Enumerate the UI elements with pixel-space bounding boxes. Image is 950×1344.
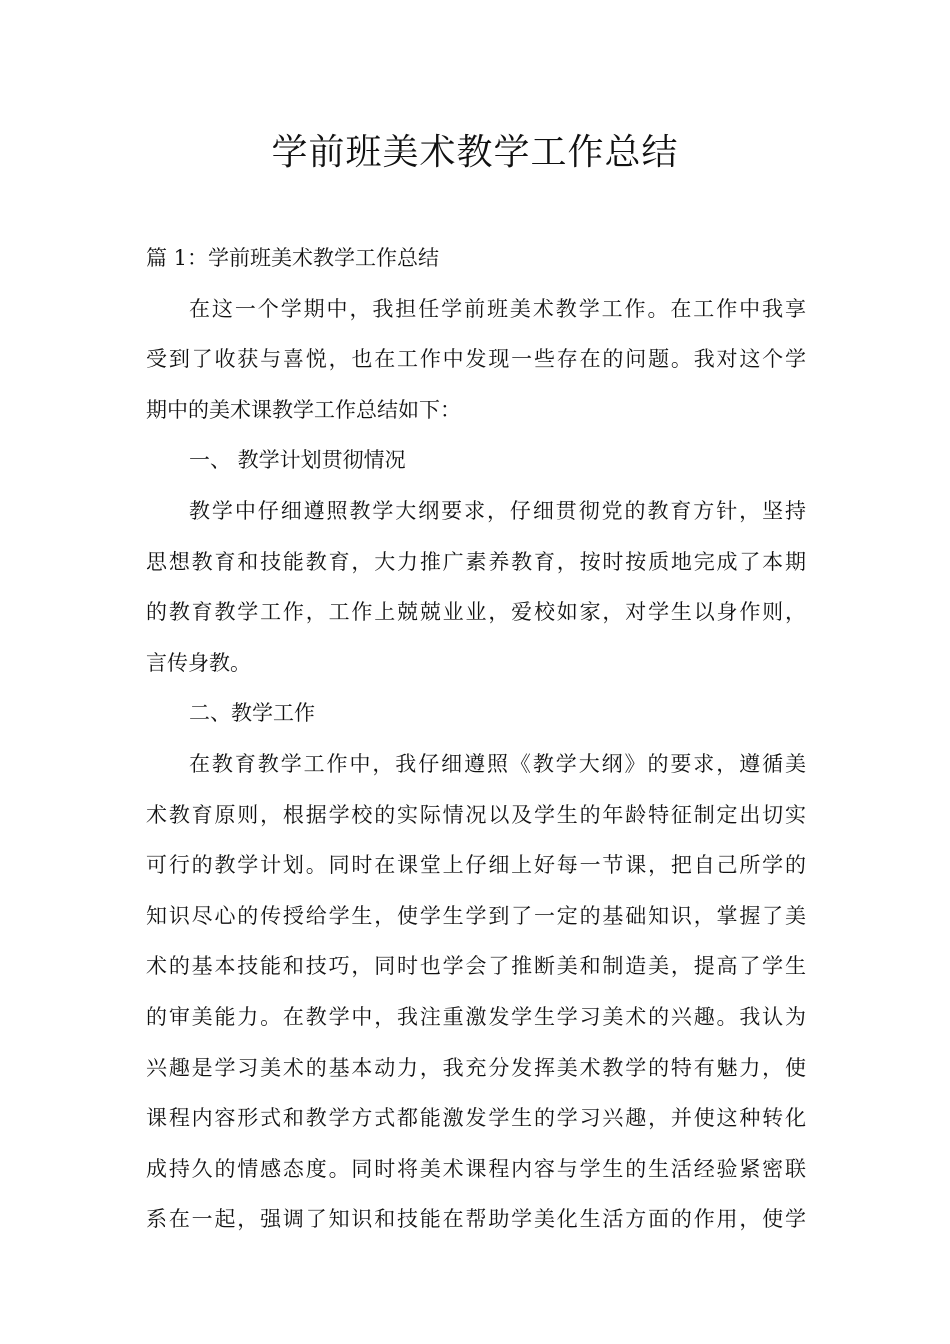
paragraph-line: 系在一起，强调了知识和技能在帮助学美化生活方面的作用，使学 <box>146 1207 806 1232</box>
paragraph-line: 的审美能力。在教学中，我注重激发学生学习美术的兴趣。我认为 <box>146 1004 806 1029</box>
paragraph-line: 课程内容形式和教学方式都能激发学生的学习兴趣，并使这种转化 <box>146 1106 806 1131</box>
paragraph-line: 成持久的情感态度。同时将美术课程内容与学生的生活经验紧密联 <box>146 1156 806 1181</box>
document-body <box>146 233 806 1245</box>
paragraph-line: 在教育教学工作中，我仔细遵照《教学大纲》的要求，遵循美 <box>189 751 806 776</box>
section-heading: 篇 1：学前班美术教学工作总结 <box>146 246 440 270</box>
paragraph-line: 兴趣是学习美术的基本动力，我充分发挥美术教学的特有魅力，使 <box>146 1055 806 1080</box>
paragraph-line: 思想教育和技能教育，大力推广素养教育，按时按质地完成了本期 <box>146 549 806 574</box>
section-heading: 二、教学工作 <box>189 701 315 726</box>
paragraph-line: 教学中仔细遵照教学大纲要求，仔细贯彻党的教育方针，坚持 <box>189 498 806 523</box>
paragraph-line: 期中的美术课教学工作总结如下： <box>146 397 461 422</box>
paragraph-line: 术的基本技能和技巧，同时也学会了推断美和制造美，提高了学生 <box>146 954 806 979</box>
paragraph-line: 术教育原则，根据学校的实际情况以及学生的年龄特征制定出切实 <box>146 802 806 827</box>
document-title: 学前班美术教学工作总结 <box>271 132 679 173</box>
paragraph-line: 在这一个学期中，我担任学前班美术教学工作。在工作中我享 <box>189 296 806 321</box>
section-heading: 一、 教学计划贯彻情况 <box>189 448 406 473</box>
paragraph-line: 的教育教学工作，工作上兢兢业业，爱校如家，对学生以身作则， <box>146 600 806 625</box>
paragraph-line: 受到了收获与喜悦，也在工作中发现一些存在的问题。我对这个学 <box>146 347 806 372</box>
paragraph-line: 知识尽心的传授给学生，使学生学到了一定的基础知识，掌握了美 <box>146 903 806 928</box>
paragraph-line: 言传身教。 <box>146 650 251 675</box>
paragraph-line: 可行的教学计划。同时在课堂上仔细上好每一节课，把自己所学的 <box>146 853 806 878</box>
